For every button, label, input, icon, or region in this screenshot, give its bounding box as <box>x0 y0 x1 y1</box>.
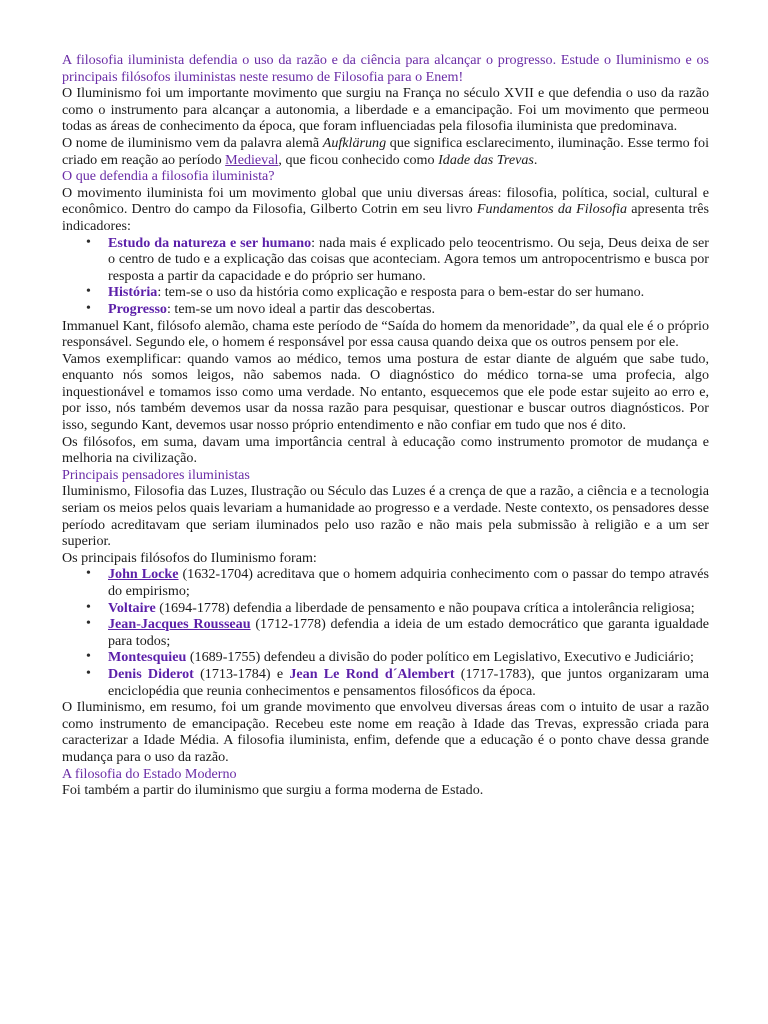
term-idade-das-trevas: Idade das Trevas <box>438 151 534 168</box>
article <box>62 52 709 799</box>
philosopher-name: Jean Le Rond d´Alembert <box>289 665 455 682</box>
philosopher-text: (1713-1784) e <box>193 665 290 682</box>
paragraph-6: Os filósofos, em suma, davam uma importância central à educação como instrumento promotor de mudança e melhoria na civilização. <box>62 433 709 467</box>
section-heading-3: A filosofia do Estado Moderno <box>62 765 237 782</box>
paragraph-4: Immanuel Kant, filósofo alemão, chama este período de “Saída do homem da menoridade”, da qual ele é o próprio responsável. Segundo ele, o homem é responsável por essa causa quando deixa que os outros pensem por ele. <box>62 317 709 351</box>
indicator-text: : tem-se o uso da história como explicação e resposta para o bem-estar do ser humano. <box>157 284 645 301</box>
intro-paragraph: A filosofia iluminista defendia o uso da razão e da ciência para alcançar o progresso. Estude o Iluminismo e os principais filósofos iluministas neste resumo de Filosofia para o Enem! <box>62 52 709 85</box>
text: apresenta três indicadores: <box>62 201 710 234</box>
philosopher-name: Montesquieu <box>108 649 187 666</box>
list-item <box>108 666 709 699</box>
text: . <box>533 151 538 168</box>
text: O movimento iluminista foi um movimento global que uniu diversas áreas: filosofia, política, social, cultural e econômico. Dentro do campo da Filosofia, Gilberto Cotrin em seu livro <box>62 184 709 218</box>
indicator-term: História <box>108 284 158 301</box>
indicator-text: : nada mais é explicado pelo teocentrismo. Ou seja, Deus deixa de ser o centro de tudo e a explicação das coisas que aconteciam. Agora temos um antropocentrismo e busca por resposta a partir da capacidade e do próprio ser humano. <box>108 234 709 284</box>
link-rousseau[interactable]: Jean-Jacques Rousseau <box>108 616 251 633</box>
link-medieval[interactable]: Medieval <box>225 151 279 168</box>
paragraph-9: O Iluminismo, em resumo, foi um grande movimento que envolveu diversas áreas com o intuito de usar a razão como instrumento de emancipação. Recebeu este nome em reação à Idade das Trevas, expressão criada para caracterizar a Idade Média. A filosofia iluminista, enfim, defende que a educação é o ponto chave dessa grande mudança para o uso da razão. <box>62 699 709 765</box>
list-item <box>108 600 709 617</box>
list-item <box>108 649 709 666</box>
philosopher-name: Denis Diderot <box>108 665 194 682</box>
text: que significa esclarecimento, iluminação. Esse termo foi criado em reação ao período <box>62 134 709 168</box>
paragraph-1: O Iluminismo foi um importante movimento que surgiu na França no século XVII e que defendia o uso da razão como o instrumento para alcançar a autonomia, a liberdade e a emancipação. Foi um movimento que permeou todas as áreas de conhecimento da época, que foram influenciadas pela filosofia iluminista que predominava. <box>62 85 709 135</box>
section-heading-1: O que defendia a filosofia iluminista? <box>62 168 275 185</box>
paragraph-10: Foi também a partir do iluminismo que surgiu a forma moderna de Estado. <box>62 782 484 799</box>
section-heading-2: Principais pensadores iluministas <box>62 466 250 483</box>
text: , que ficou conhecido como <box>278 151 439 168</box>
list-item <box>108 235 709 285</box>
indicator-term: Progresso <box>108 300 167 317</box>
list-item <box>108 616 709 649</box>
link-john-locke[interactable]: John Locke <box>108 566 179 583</box>
philosopher-name: Voltaire <box>108 599 156 616</box>
paragraph-5: Vamos exemplificar: quando vamos ao médico, temos uma postura de estar diante de alguém que sabe tudo, enquanto nós somos leigos, não sabemos nada. O diagnóstico do médico torna-se uma profecia, algo inquestionável e tomamos isso como uma verdade. No entanto, esquecemos que ele pode estar sujeito ao erro e, por isso, nós também devemos usar da nossa razão para pesquisar, questionar e buscar outros diagnósticos. Por isso, segundo Kant, devemos usar nosso próprio entendimento e não confiar em tudo que nos é dito. <box>62 350 709 434</box>
philosopher-text: (1712-1778) defendia a ideia de um estado democrático que garanta igualdade para todos; <box>108 616 710 649</box>
philosopher-text: (1717-1783), que juntos organizaram uma enciclopédia que reunia conhecimentos e pensamentos filosóficos da época. <box>108 665 710 699</box>
paragraph-3 <box>62 185 709 235</box>
philosophers-list <box>62 566 709 699</box>
indicator-term: Estudo da natureza e ser humano <box>108 234 312 251</box>
philosopher-text: (1689-1755) defendeu a divisão do poder político em Legislativo, Executivo e Judiciário; <box>186 649 694 666</box>
paragraph-2 <box>62 135 709 168</box>
indicator-text: : tem-se um novo ideal a partir das descobertas. <box>166 300 436 317</box>
indicators-list <box>62 235 709 318</box>
term-aufklarung: Aufklärung <box>322 134 387 151</box>
list-item <box>108 566 709 599</box>
list-item <box>108 284 709 301</box>
text: O nome de iluminismo vem da palavra alemã <box>62 134 323 151</box>
paragraph-8: Os principais filósofos do Iluminismo foram: <box>62 549 317 566</box>
list-item <box>108 301 709 318</box>
philosopher-text: (1694-1778) defendia a liberdade de pensamento e não poupava crítica a intolerância religiosa; <box>155 599 695 616</box>
paragraph-7: Iluminismo, Filosofia das Luzes, Ilustração ou Século das Luzes é a crença de que a razão, a ciência e a tecnologia seriam os meios pelos quais levariam a humanidade ao progresso e a verdade. Neste contexto, os pensadores desse período acreditavam que seriam iluminados pelo uso razão e não mais pela submissão à religião e a um ser superior. <box>62 483 709 550</box>
philosopher-text: (1632-1704) acreditava que o homem adquiria conhecimento com o passar do tempo através do empirismo; <box>108 566 709 599</box>
book-title: Fundamentos da Filosofia <box>476 201 628 218</box>
